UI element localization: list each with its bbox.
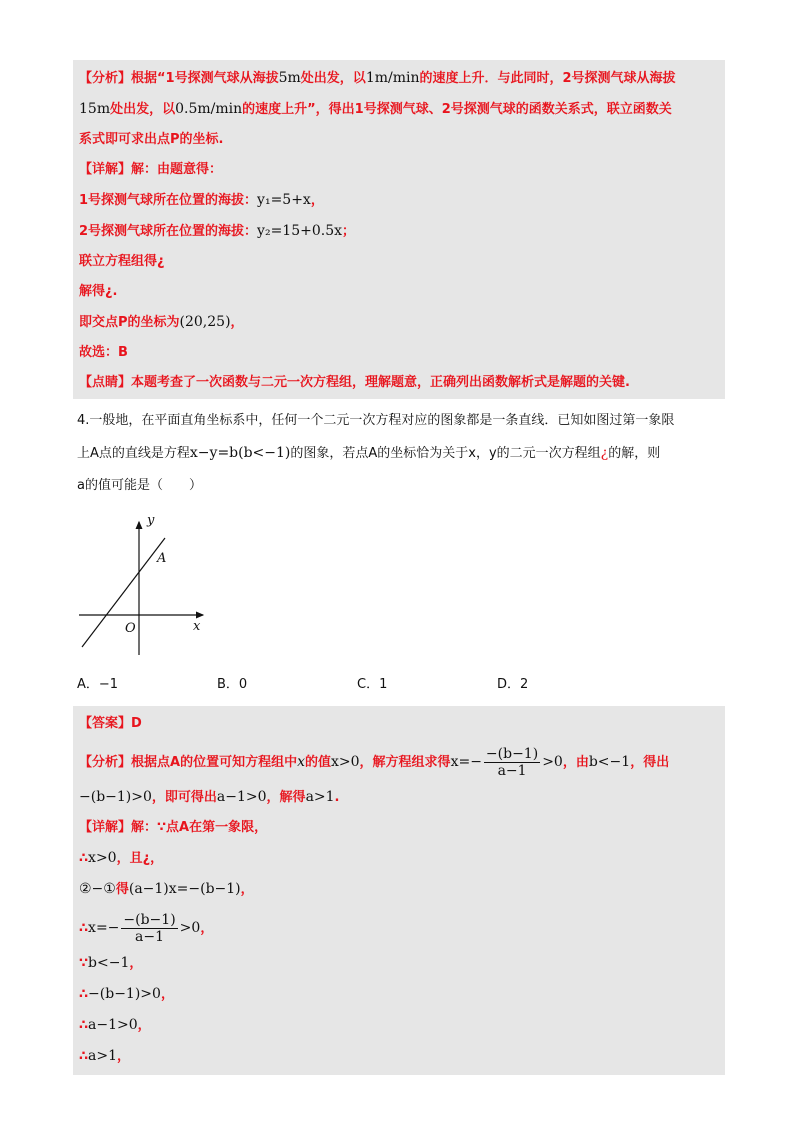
graph-line: [82, 538, 165, 647]
text: ，: [129, 956, 143, 971]
text: 处出发，以: [300, 71, 366, 86]
math: a−1>0: [88, 1017, 138, 1033]
math: x=−: [450, 754, 482, 770]
text: a−1: [135, 929, 165, 945]
text: ，: [240, 882, 254, 897]
math: ②−①: [79, 881, 116, 897]
math: −(b−1)>0: [88, 986, 161, 1002]
text: 的图象，若点A的坐标恰为关于x，y的二元一次方程组: [290, 446, 601, 461]
text: −(b−1): [123, 912, 176, 928]
answer-box: [73, 706, 725, 1075]
text: ，: [310, 193, 324, 208]
text: ∴: [79, 1018, 89, 1033]
choice-line: 故选：B: [79, 345, 128, 360]
answer-analysis-line-2: [79, 789, 719, 806]
step-6: [79, 1017, 719, 1034]
math: b<−1: [588, 754, 631, 770]
text: −(b−1): [485, 746, 539, 762]
choice-c[interactable]: [357, 673, 497, 692]
math: (a−1)x=−(b−1): [128, 881, 241, 897]
math: 15m: [79, 101, 111, 117]
question-line-2: [77, 445, 725, 462]
step-5: [79, 986, 719, 1003]
text: ∴: [79, 921, 89, 936]
text: 1号探测气球所在位置的海拔：: [79, 193, 258, 208]
choice-a[interactable]: [77, 673, 217, 692]
math: a>1: [305, 789, 335, 805]
x-axis-label: x: [193, 619, 201, 634]
solve-line: 解得¿.: [79, 284, 118, 299]
analysis-tag: 【分析】: [79, 71, 132, 86]
text: −1: [98, 677, 119, 692]
math: b<−1: [88, 955, 130, 971]
text: ∴: [79, 987, 89, 1002]
y-axis-label: y: [147, 513, 155, 528]
math: 5m: [278, 70, 301, 86]
answer-value: D: [131, 716, 142, 731]
prev-analysis-line-1: [79, 70, 719, 87]
text: 0: [238, 677, 248, 692]
text: ，即可得出: [151, 790, 217, 805]
math: a>1: [88, 1048, 118, 1064]
math: −(b−1)>0: [79, 789, 152, 805]
step-3: [79, 912, 719, 945]
fraction: [484, 746, 540, 779]
system-line: 联立方程组得¿: [79, 254, 165, 269]
point-line: [79, 314, 719, 331]
coordinate-svg: [77, 510, 217, 655]
text: ∴: [79, 1049, 89, 1064]
question-line-1: 4.一般地，在平面直角坐标系中，任何一个二元一次方程对应的图象都是一条直线．已知如图过第一象限: [77, 413, 675, 428]
text: 的值: [304, 755, 331, 770]
text: ，得出: [630, 755, 670, 770]
math: >0: [542, 754, 563, 770]
text: 的速度上升”，得出1号探测气球、2号探测气球的函数关系式，联立函数关: [242, 102, 672, 117]
text: ，: [137, 1018, 151, 1033]
text: 1: [379, 677, 388, 692]
text: 上A点的直线是方程: [77, 446, 190, 461]
choice-b[interactable]: [217, 673, 357, 692]
text: A．: [77, 677, 99, 692]
page-content: [75, 60, 725, 1075]
math: x−y=b(b<−1): [189, 445, 291, 461]
text: ，由: [562, 755, 589, 770]
text: ，: [117, 1049, 131, 1064]
text: 处出发，以: [110, 102, 176, 117]
math: x>0: [88, 850, 117, 866]
choices-row: [77, 673, 725, 692]
text: D．: [497, 677, 521, 692]
question-line-3: a的值可能是（ ）: [77, 478, 202, 493]
origin-label: O: [125, 621, 136, 636]
math: y₂=15+0.5x: [257, 223, 343, 239]
step-2: [79, 881, 719, 898]
text: ，解得: [266, 790, 306, 805]
prev-analysis-line-2: [79, 101, 719, 118]
text: 2号探测气球所在位置的海拔：: [79, 224, 258, 239]
answer-analysis-line-1: [79, 746, 719, 779]
math: x=−: [88, 920, 120, 936]
answer-detail-line: [79, 820, 719, 836]
text: ∴: [79, 851, 89, 866]
fraction: [121, 912, 177, 945]
text: 根据“1号探测气球从海拔: [131, 71, 279, 86]
math: (20,25): [179, 314, 231, 330]
text: ，解方程组求得: [359, 755, 451, 770]
step-1: [79, 850, 719, 867]
prev-detail-line: [79, 162, 719, 178]
detail-tag: 【详解】: [79, 820, 132, 835]
math: y₁=5+x: [257, 192, 311, 208]
math: >0: [179, 920, 201, 936]
text: 根据点A的位置可知方程组中: [131, 755, 298, 770]
text: ，: [230, 315, 244, 330]
comment-line: [79, 375, 719, 391]
math: 1m/min: [365, 70, 420, 86]
comment-tag: 【点睛】: [79, 375, 132, 390]
choice-d[interactable]: [497, 673, 637, 692]
prev-analysis-line-3: 系式即可求出点P的坐标.: [79, 132, 224, 147]
text: C．: [357, 677, 380, 692]
step-7: [79, 1048, 719, 1065]
text: 的速度上升．与此同时，2号探测气球从海拔: [419, 71, 676, 86]
text: 解：由题意得：: [131, 162, 223, 177]
text: ；: [342, 224, 356, 239]
text: 得: [115, 882, 129, 897]
text: ，: [160, 987, 174, 1002]
point-a-label: A: [157, 551, 167, 566]
analysis-tag: 【分析】: [79, 755, 132, 770]
prev-solution-box: [73, 60, 725, 399]
detail-tag: 【详解】: [79, 162, 132, 177]
text: 的解，则: [608, 446, 661, 461]
question-4: [77, 413, 725, 494]
math: x>0: [331, 754, 360, 770]
step-4: [79, 955, 719, 972]
text: 本题考查了一次函数与二元一次方程组，理解题意，正确列出函数解析式是解题的关键.: [131, 375, 630, 390]
text: 解：∵点A在第一象限，: [131, 820, 268, 835]
text: ∵: [79, 956, 89, 971]
answer-tag: 【答案】: [79, 716, 132, 731]
text: ，且¿，: [116, 851, 164, 866]
text: a−1: [497, 763, 527, 779]
text: B．: [217, 677, 239, 692]
math: 0.5m/min: [175, 101, 243, 117]
text: 即交点P的坐标为: [79, 315, 180, 330]
text: ，: [200, 921, 214, 936]
balloon1-line: [79, 192, 719, 209]
text: 2: [520, 677, 529, 692]
coordinate-figure: [77, 510, 217, 655]
answer-line: [79, 716, 719, 732]
math: x: [297, 754, 305, 770]
text: ¿: [600, 445, 609, 461]
math: a−1>0: [216, 789, 267, 805]
text: .: [334, 790, 340, 805]
balloon2-line: [79, 223, 719, 240]
